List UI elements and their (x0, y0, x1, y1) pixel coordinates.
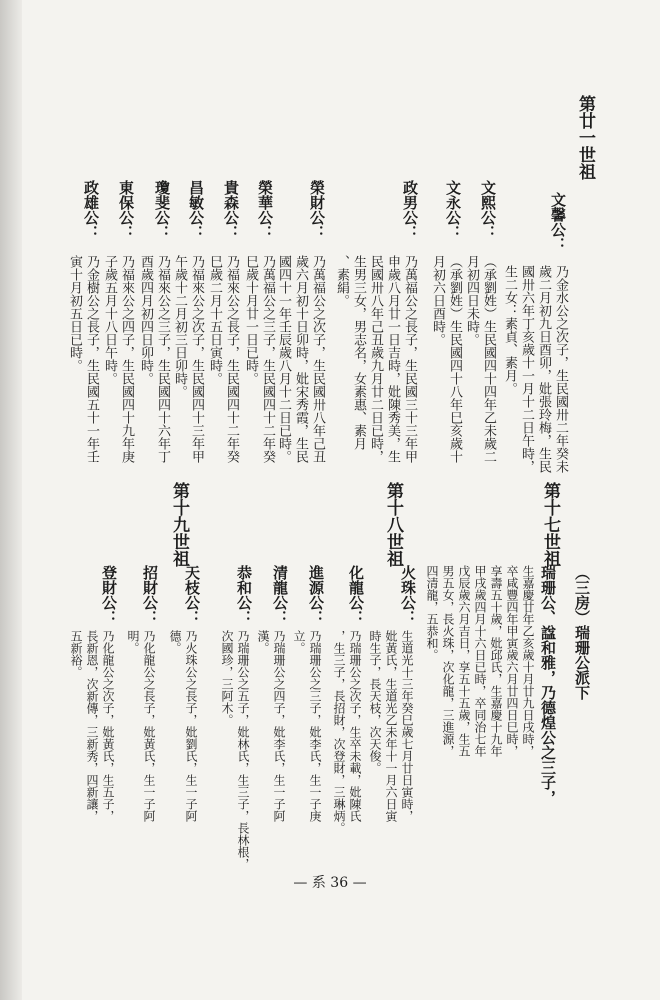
gonghe-line-1: 乃瑞珊公之五子，妣林氏，生三子，長林根， (236, 630, 250, 870)
hualong-line-2: ，生三子，長招財，次登財，三琳炳。 (332, 630, 346, 834)
ruishan-line-4: 甲戌歲四月十六日已時，卒同治七年 (473, 565, 487, 757)
wenxin-line-4: 生二女：素貞、素月。 (502, 265, 517, 395)
zhengxiong-name: 政雄公： (82, 180, 100, 240)
ruishan-line-5: 戊辰歲六月吉日，享五十五歲，生五 (457, 565, 471, 757)
guisen-line-2: 巳歲二月十五日寅時。 (207, 255, 222, 385)
dongbao-line-1: 乃福來公之四子，生民國四十九年庚 (119, 255, 134, 463)
dongbao-line-2: 子歲五月十八日午時。 (102, 255, 117, 385)
rongcai-line-2: 歲六月初十日卯時，妣宋秀霞，生民 (293, 255, 308, 463)
zhengnan-name: 政男公： (401, 180, 419, 240)
tianzhi-line-1: 乃火珠公之長子，妣劉氏，生一子阿 (184, 630, 198, 822)
ronghua-line-2: 巳歲十月廿一日已時。 (243, 255, 258, 385)
gen17-heading: 第十七世祖 (540, 482, 560, 567)
dengcai-name: 登財公： (100, 565, 118, 625)
jinyuan-name: 進源公： (307, 565, 325, 625)
gonghe-line-2: 次國珍，三阿木。 (220, 630, 234, 726)
ruishan-line-6: 男五女，長火珠，次化龍，三進源， (441, 565, 455, 757)
wenxi-name: 文熙公： (479, 180, 497, 240)
zhengnan-line-3: 民國卅八年己丑歲九月廿二日已時， (368, 255, 383, 463)
page-number: — 系 36 — (293, 875, 367, 891)
gen19-heading: 第十九世祖 (169, 482, 189, 567)
wenyong-line-1: （承劉姓）生民國四十八年巳亥歲十 (447, 255, 462, 463)
hualong-name: 化龍公： (347, 565, 365, 625)
ruishan-line-3: 享壽五十歲，妣邱氏，生嘉慶十九年 (489, 565, 503, 757)
changmin-line-1: 乃福來公之次子，生民國四十三年甲 (189, 255, 204, 463)
ruishan-line-7: 四清龍，五恭和。 (425, 565, 439, 661)
changmin-name: 昌敏公： (187, 180, 205, 240)
rongcai-line-1: 乃萬福公之次子，生民國卅八年己丑 (310, 255, 325, 463)
ruishan-name: 瑞珊公、諡和雅，乃德煌公之三子， (539, 565, 557, 805)
qinglong-name: 清龍公： (271, 565, 289, 625)
wenxi-line-2: 月初四日未時。 (464, 255, 479, 346)
wenxin-line-3: 國卅六年丁亥歲十一月十二日午時， (519, 265, 534, 473)
zhaocai-line-1: 乃化龍公之長子，妣黃氏，生一子阿 (142, 630, 156, 822)
dengcai-line-3: 五新裕。 (69, 630, 83, 678)
zhengxiong-line-1: 乃金樹公之長子，生民國五十一年壬 (84, 255, 99, 463)
huozhu-name: 火珠公： (399, 565, 417, 625)
wenxin-line-2: 歲二月初九日酉卯，妣張玲梅，生民 (536, 265, 551, 473)
guisen-line-1: 乃福來公之長子，生民國四十二年癸 (224, 255, 239, 463)
hualong-line-1: 乃瑞珊公之次子，生卒未載，妣陳氏 (348, 630, 362, 822)
huozhu-line-1: 生道光十三年癸巳歲七月廿日寅時， (400, 630, 414, 822)
tianzhi-line-2: 德。 (168, 630, 182, 654)
zhengnan-line-1: 乃萬福公之長子，生民國三十三年甲 (402, 255, 417, 463)
huozhu-line-3: 時生子，長天枝，次天俊。 (368, 630, 382, 774)
ruishan-line-1: 生嘉慶廿年乙亥歲十月廿九日戌時， (521, 565, 535, 757)
gen18-heading: 第十八世祖 (383, 482, 403, 567)
qinglong-line-1: 乃瑞珊公之四子，妣李氏，生一子阿 (272, 630, 286, 822)
qiongfei-name: 瓊斐公： (153, 180, 171, 240)
rongcai-line-3: 國四十一年壬辰歲八月十二日已時。 (276, 255, 291, 463)
branch-heading: （三房）瑞珊公派下 (573, 565, 591, 700)
gonghe-name: 恭和公： (235, 565, 253, 625)
tianzhi-name: 天枝公： (183, 565, 201, 625)
zhaocai-line-2: 明。 (126, 630, 140, 654)
rongcai-name: 榮財公： (308, 180, 326, 240)
zhaocai-name: 招財公： (141, 565, 159, 625)
changmin-line-2: 午歲十二月初三日卯時。 (172, 255, 187, 398)
guisen-name: 貴森公： (222, 180, 240, 240)
zhengxiong-line-2: 寅十月初五日已時。 (67, 255, 82, 372)
wenxin-name: 文馨公： (549, 192, 567, 252)
jinyuan-line-1: 乃瑞珊公之三子，妣李氏，生一子庚 (308, 630, 322, 822)
qiongfei-line-1: 乃福來公之三子，生民國四十六年丁 (155, 255, 170, 463)
wenyong-line-2: 月初六日酉時。 (430, 255, 445, 346)
jinyuan-line-2: 立。 (292, 630, 306, 654)
huozhu-line-2: 妣黃氏，生道光乙未年十一月六日寅 (384, 630, 398, 822)
dengcai-line-2: 長新恩，次新傳，三新秀，四新讓， (85, 630, 99, 822)
dongbao-name: 東保公： (117, 180, 135, 240)
ruishan-line-2: 卒咸豐四年甲寅歲六月廿四日巳時， (505, 565, 519, 757)
page-edge (0, 0, 22, 1000)
wenyong-name: 文永公： (444, 180, 462, 240)
qiongfei-line-2: 酉歲四月初四日卯時。 (138, 255, 153, 385)
ronghua-line-1: 乃萬福公之三子，生民國四十二年癸 (260, 255, 275, 463)
gen21-heading: 第廿一世祖 (575, 95, 595, 180)
wenxi-line-1: （承劉姓）生民國四十四年乙未歲二 (481, 255, 496, 463)
dengcai-line-1: 乃化龍公之次子，妣黃氏，生五子， (101, 630, 115, 822)
zhengnan-line-5: 、素絹。 (334, 255, 349, 307)
qinglong-line-2: 漢。 (256, 630, 270, 654)
zhengnan-line-4: 生男三女，男志名，女素惠、素月 (351, 255, 366, 450)
ronghua-name: 榮華公： (256, 180, 274, 240)
wenxin-line-1: 乃金水公之次子，生民國卅二年癸未 (553, 265, 568, 473)
zhengnan-line-2: 申歲八月廿一日吉時，妣陳秀美，生 (385, 255, 400, 463)
